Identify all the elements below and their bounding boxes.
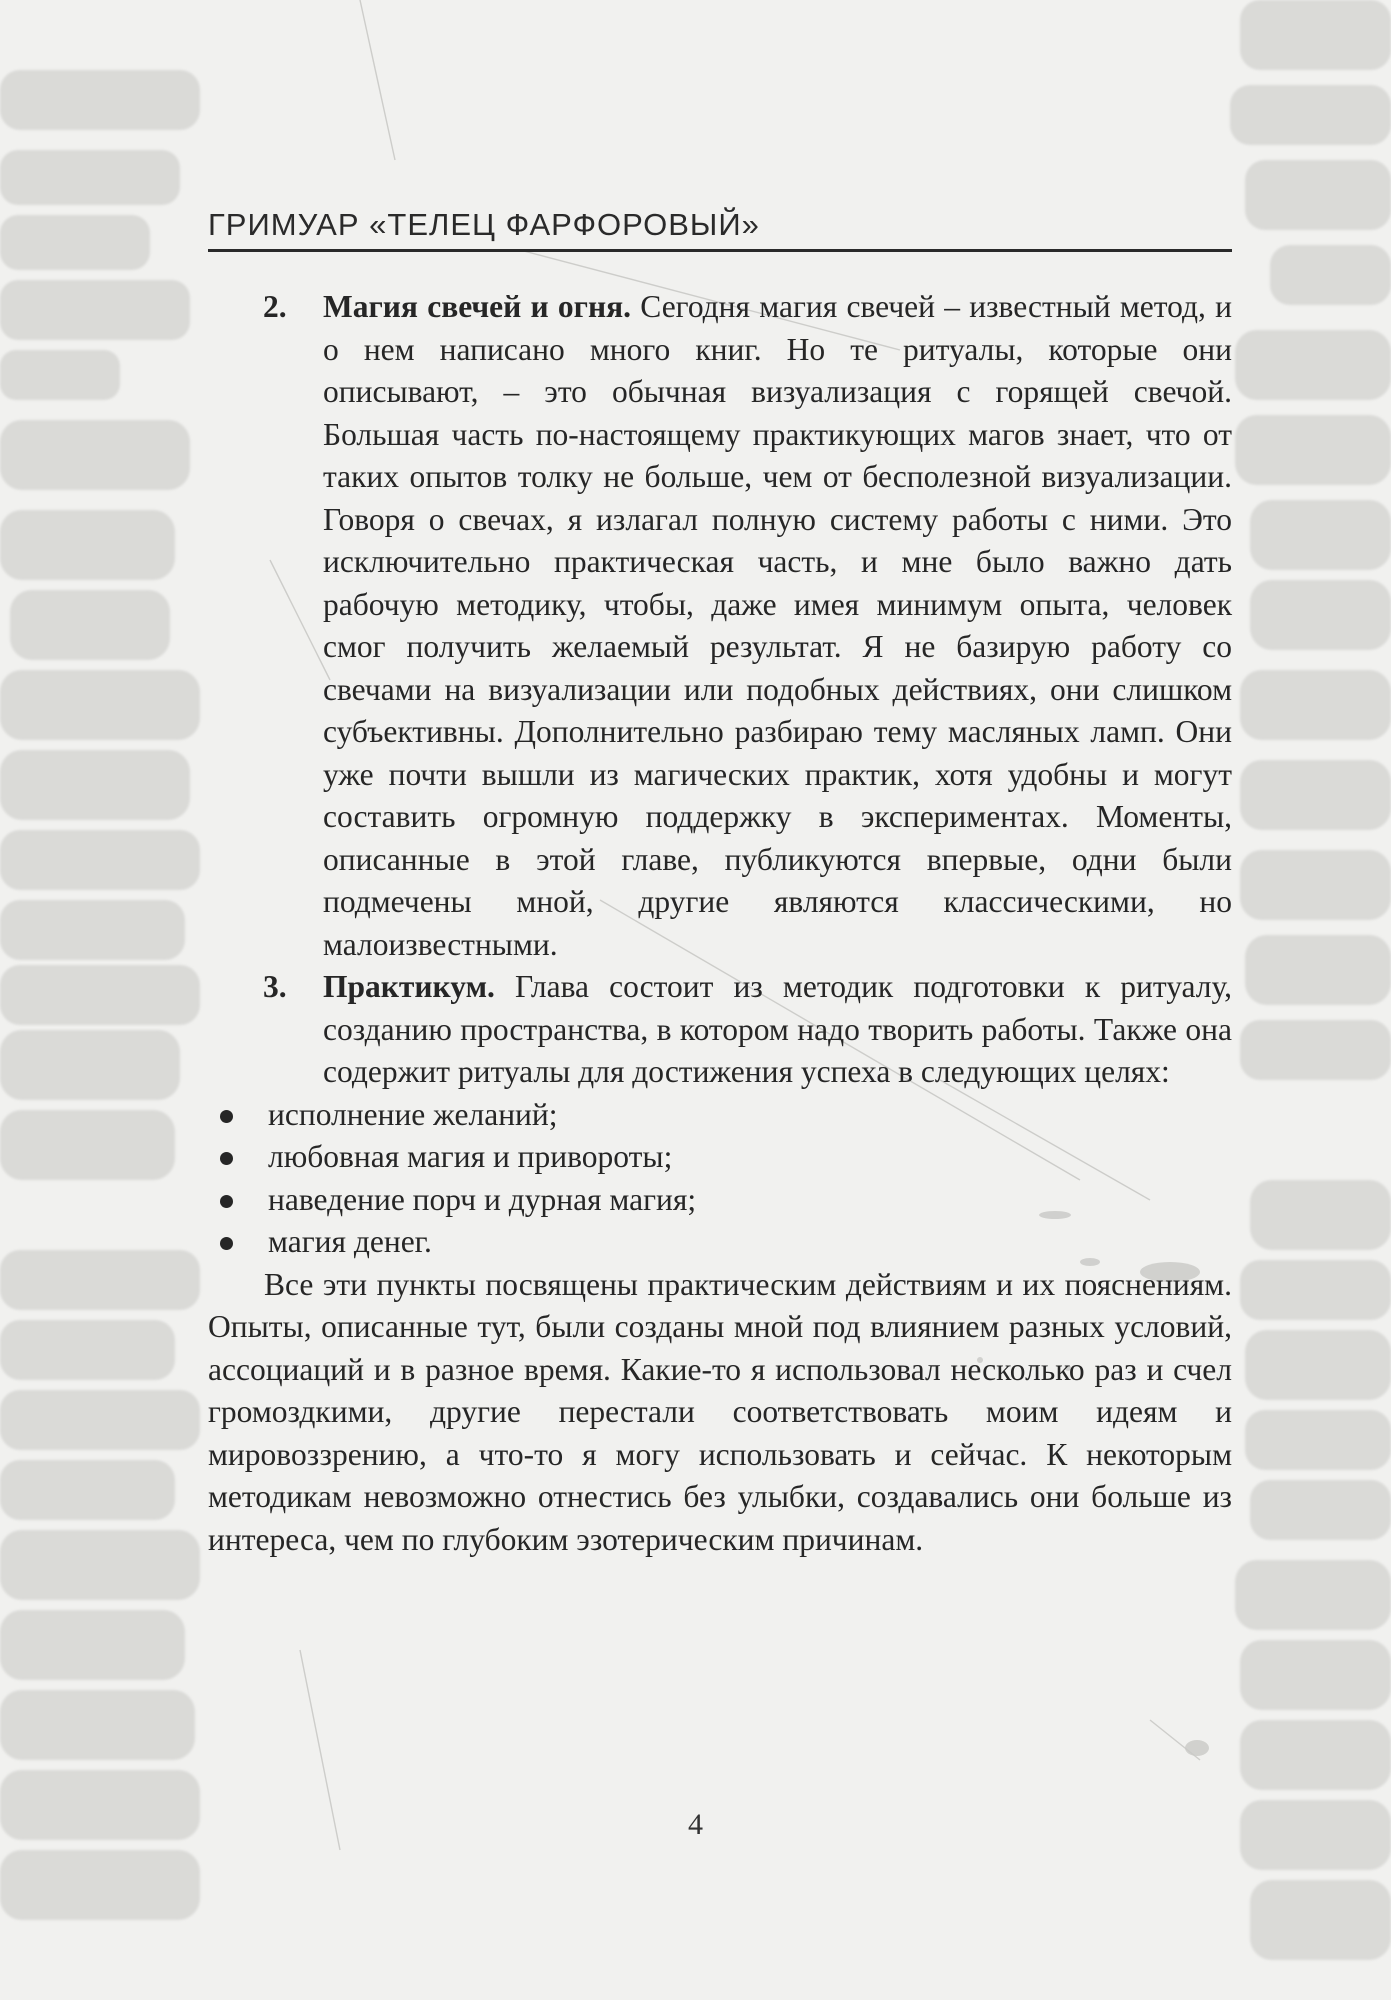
header-rule (208, 249, 1232, 252)
bullet-item: магия денег. (208, 1221, 1232, 1264)
item-number: 3. (263, 969, 287, 1004)
bullet-item: наведение порч и дурная магия; (208, 1179, 1232, 1222)
bullet-item: любовная магия и привороты; (208, 1136, 1232, 1179)
bullet-list (208, 1094, 1232, 1264)
item-number: 2. (263, 289, 287, 324)
running-head: ГРИМУАР «ТЕЛЕЦ ФАРФОРОВЫЙ» (208, 207, 760, 242)
list-item-2 (208, 286, 1232, 966)
item-text: Сегодня магия свечей – известный метод, и о нем написано много книг. Но те ритуалы, которые они описывают, – это обычная визуализация с горящей свечой. Большая часть по-настоящему практикующих магов знает, что от таких опытов толку не больше, чем от бесполезной визуализации. Говоря о свечах, я излагал полную систему работы с ними. Это исключительно практическая часть, и мне было важно дать рабочую методику, чтобы, даже имея минимум опыта, человек смог получить желаемый результат. Я не базирую работу со свечами на визуализации или подобных действиях, они слишком субъективны. Дополнительно разбираю тему масляных ламп. Они уже почти вышли из магических практик, хотя удобны и могут составить огромную поддержку в экспериментах. Моменты, описанные в этой главе, публикуются впервые, одни были подмечены мной, другие являются классическими, но малоизвестными. (323, 289, 1232, 962)
body-text (208, 286, 1232, 1561)
page-number: 4 (688, 1808, 703, 1841)
item-title: Магия свечей и огня. (323, 289, 632, 324)
closing-paragraph: Все эти пункты посвящены практическим действиям и их пояснениям. Опыты, описанные тут, были созданы мной под влиянием разных условий, ассоциаций и в разное время. Какие-то я использовал несколько раз и счел громоздкими, другие перестали соответствовать моим идеям и мировоззрению, а что-то я могу использовать и сейчас. К некоторым методикам невозможно отнестись без улыбки, создавались они больше из интереса, чем по глубоким эзотерическим причинам. (208, 1266, 1232, 1557)
bullet-item: исполнение желаний; (208, 1094, 1232, 1137)
item-body (323, 286, 1232, 966)
item-body (323, 966, 1232, 1094)
item-title: Практикум. (323, 969, 495, 1004)
item-text: Глава состоит из методик подготовки к ритуалу, созданию пространства, в котором надо творить работы. Также она содержит ритуалы для достижения успеха в следующих целях: (323, 969, 1232, 1089)
list-item-3 (208, 966, 1232, 1094)
